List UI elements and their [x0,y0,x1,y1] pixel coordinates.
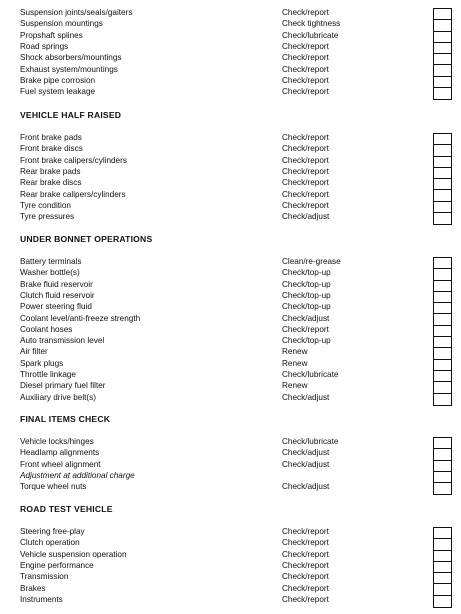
checklist-row [0,268,461,279]
checklist-item-label: Brakes [20,583,46,593]
check-box[interactable] [434,348,451,359]
checklist-row [0,178,461,189]
checklist-item-label: Coolant hoses [20,324,73,334]
check-box[interactable] [434,213,451,224]
checklist-row [0,538,461,549]
checklist-row [0,550,461,561]
check-box[interactable] [434,314,451,325]
section-heading: VEHICLE HALF RAISED [20,110,122,120]
checklist-item-action: Check/report [282,178,329,188]
checklist-row [0,572,461,583]
check-box[interactable] [434,337,451,348]
check-box[interactable] [434,382,451,393]
checkbox-column [433,8,452,100]
checklist-item-label: Clutch fluid reservoir [20,290,95,300]
checklist-row [0,527,461,538]
checklist-row [0,76,461,87]
checklist-row [0,393,461,404]
check-box[interactable] [434,281,451,292]
checklist-item-action: Check/top-up [282,290,331,300]
checklist-item-action: Check tightness [282,19,341,29]
checklist-row [0,460,461,471]
checklist-item-action: Check/report [282,41,329,51]
checklist-item-label: Road springs [20,41,69,51]
check-box[interactable] [434,472,451,483]
checklist-item-label: Suspension joints/seals/gaiters [20,8,133,17]
checklist-item-action: Check/report [282,155,329,165]
checklist-item-action: Check/report [282,594,329,604]
checklist-item-action: Check/adjust [282,482,330,492]
checklist-row [0,302,461,313]
check-box[interactable] [434,134,451,145]
checklist-item-label: Front brake calipers/cylinders [20,155,127,165]
checklist-row [0,482,461,493]
checklist-item-action: Check/report [282,527,329,536]
checklist-item-label: Headlamp alignments [20,448,100,458]
checklist-item-label: Auxiliary drive belt(s) [20,392,96,402]
checklist-item-action: Check/adjust [282,459,330,469]
checklist-row [0,201,461,212]
checklist-item-action: Check/adjust [282,313,330,323]
checklist-item-action: Renew [282,381,308,391]
checklist-item-action: Check/top-up [282,279,331,289]
checklist-item-action: Check/report [282,324,329,334]
checklist-item-action: Check/report [282,87,329,97]
checklist-item-label: Rear brake calipers/cylinders [20,189,126,199]
checkbox-column [433,133,452,225]
checklist-item-label: Propshaft splines [20,30,83,40]
check-box[interactable] [434,54,451,65]
checklist-item-action: Check/lubricate [282,30,339,40]
check-box[interactable] [434,20,451,31]
checklist-item-label: Steering free-play [20,527,85,536]
checklist-item-action: Check/report [282,560,329,570]
check-box[interactable] [434,179,451,190]
checklist-row [0,31,461,42]
checkbox-column [433,437,452,495]
checklist-item-action: Clean/re-grease [282,257,341,266]
checklist-item-action: Renew [282,358,308,368]
checklist-item-label: Clutch operation [20,538,80,548]
checklist-row [0,156,461,167]
checklist-row [0,336,461,347]
checklist-row [0,370,461,381]
check-box[interactable] [434,258,451,269]
check-box[interactable] [434,394,451,405]
checklist-item-action: Check/report [282,572,329,582]
checklist-item-label: Spark plugs [20,358,64,368]
checklist-item-label: Auto transmission level [20,336,105,346]
check-box[interactable] [434,65,451,76]
check-box[interactable] [434,528,451,539]
checklist-item-action: Check/report [282,133,329,142]
checklist-item-action: Check/report [282,166,329,176]
checklist-row [0,8,461,19]
checklist-item-label: Brake fluid reservoir [20,279,93,289]
check-box[interactable] [434,292,451,303]
checklist-item-label: Air filter [20,347,48,357]
checklist-item-label: Transmission [20,572,69,582]
check-box[interactable] [434,157,451,168]
checklist-item-action: Check/report [282,200,329,210]
checklist-row [0,212,461,223]
checklist-item-action: Check/lubricate [282,370,339,379]
checklist-row [0,53,461,64]
checklist-row [0,19,461,30]
checklist-row [0,347,461,358]
checklist-row [0,584,461,595]
checklist-item-action: Check/report [282,189,329,199]
checklist-row [0,133,461,144]
checklist-item-label: Shock absorbers/mountings [20,53,122,63]
checklist-item-label: Torque wheel nuts [20,482,87,492]
checklist-item-action: Check/top-up [282,336,331,346]
checklist-item-action: Check/report [282,75,329,85]
checklist-row [0,167,461,178]
checklist-item-label: Battery terminals [20,257,82,266]
checklist-row [0,280,461,291]
check-box[interactable] [434,449,451,460]
check-box[interactable] [434,77,451,88]
checkbox-column [433,527,452,608]
checklist-item-label: Rear brake discs [20,178,82,188]
section-heading: ROAD TEST VEHICLE [20,504,113,514]
check-box[interactable] [434,145,451,156]
check-box[interactable] [434,168,451,179]
check-box[interactable] [434,360,451,371]
check-box[interactable] [434,326,451,337]
checklist-item-action: Renew [282,347,308,357]
check-box[interactable] [434,88,451,99]
checklist-item-label: Vehicle locks/hinges [20,437,94,446]
checklist-row [0,471,461,482]
checklist-item-action: Check/top-up [282,302,331,312]
checklist-item-action: Check/report [282,583,329,593]
checklist-item-label: Fuel system leakage [20,87,96,97]
checklist-row [0,42,461,53]
checklist-row [0,87,461,98]
checklist-row [0,381,461,392]
checklist-item-action: Check/report [282,8,329,17]
checklist-item-action: Check/report [282,144,329,154]
checklist-row [0,291,461,302]
checklist-item-label: Tyre pressures [20,212,75,222]
checklist-item-action: Check/report [282,549,329,559]
checklist-note: Adjustment at additional charge [20,470,135,480]
check-box[interactable] [434,43,451,54]
checklist-item-label: Washer bottle(s) [20,268,80,278]
check-box[interactable] [434,32,451,43]
checklist-item-action: Check/report [282,538,329,548]
checklist-item-label: Front wheel alignment [20,459,101,469]
checklist-item-action: Check/adjust [282,212,330,222]
checklist-item-action: Check/top-up [282,268,331,278]
section-heading: FINAL ITEMS CHECK [20,414,111,424]
checklist-item-label: Diesel primary fuel filter [20,381,106,391]
check-box[interactable] [434,303,451,314]
checklist-item-label: Instruments [20,594,63,604]
check-box[interactable] [434,190,451,201]
checklist-row [0,437,461,448]
checklist-item-label: Front brake discs [20,144,83,154]
checklist-row [0,144,461,155]
check-box[interactable] [434,539,451,550]
checklist-item-action: Check/adjust [282,448,330,458]
checklist-row [0,595,461,606]
checklist-item-label: Throttle linkage [20,370,76,379]
check-box[interactable] [434,461,451,472]
check-box[interactable] [434,483,451,494]
checklist-item-label: Rear brake pads [20,166,81,176]
check-box[interactable] [434,562,451,573]
checklist-item-label: Engine performance [20,560,94,570]
checklist-item-action: Check/report [282,64,329,74]
checklist-item-label: Vehicle suspension operation [20,549,127,559]
checklist-row [0,65,461,76]
check-box[interactable] [434,202,451,213]
check-box[interactable] [434,551,451,562]
checklist-row [0,314,461,325]
checklist-item-label: Exhaust system/mountings [20,64,118,74]
checklist-row [0,359,461,370]
checklist-item-action: Check/lubricate [282,437,339,446]
checklist-item-label: Front brake pads [20,133,82,142]
checklist-row [0,325,461,336]
checklist-item-action: Check/adjust [282,392,330,402]
section-heading: UNDER BONNET OPERATIONS [20,234,153,244]
checklist-item-label: Coolant level/anti-freeze strength [20,313,141,323]
check-box[interactable] [434,596,451,607]
check-box[interactable] [434,9,451,20]
check-box[interactable] [434,269,451,280]
checklist-row [0,561,461,572]
checklist-item-label: Power steering fluid [20,302,92,312]
checklist-item-label: Brake pipe corrosion [20,75,96,85]
checklist-row [0,257,461,268]
checklist-row [0,448,461,459]
checklist-row [0,190,461,201]
checklist-item-label: Suspension mountings [20,19,103,29]
checklist-item-label: Tyre condition [20,200,71,210]
check-box[interactable] [434,584,451,595]
check-box[interactable] [434,573,451,584]
check-box[interactable] [434,371,451,382]
checkbox-column [433,257,452,406]
check-box[interactable] [434,438,451,449]
checklist-item-action: Check/report [282,53,329,63]
